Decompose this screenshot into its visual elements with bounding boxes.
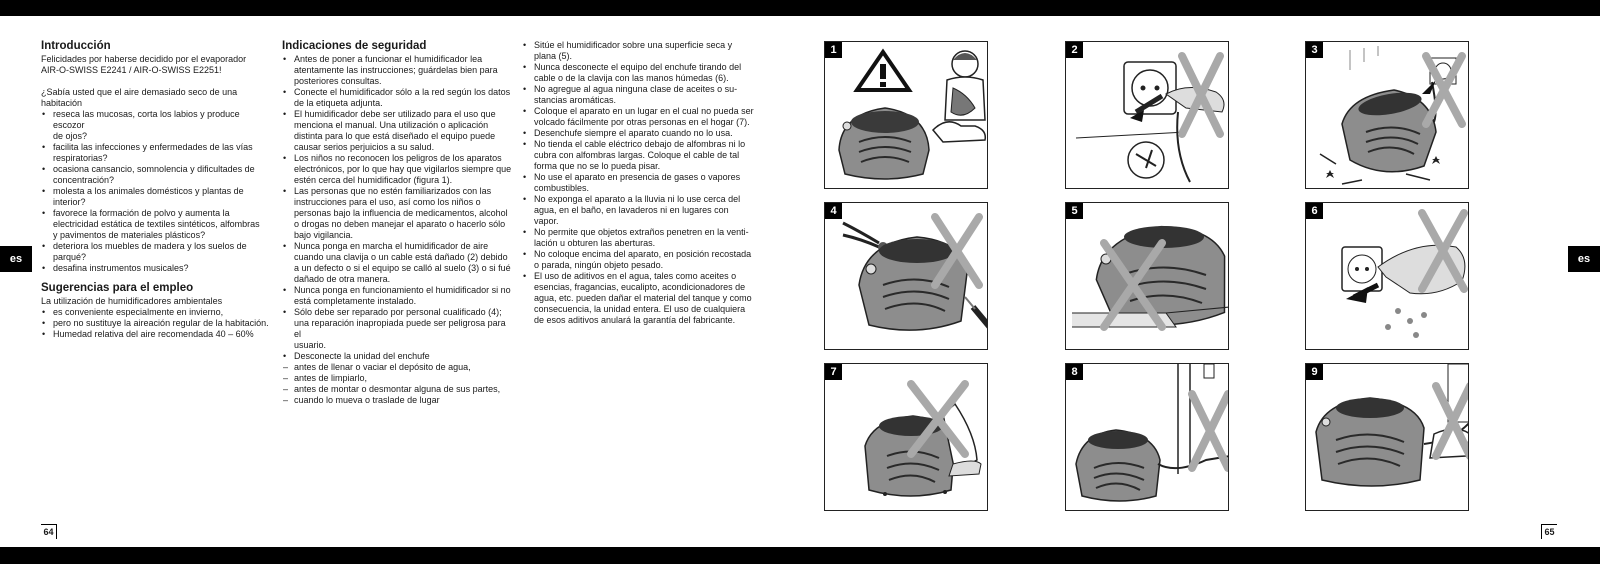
bottom-bar (0, 547, 1600, 564)
cable-door-icon (1066, 364, 1229, 511)
usage-bullet: • Humedad relativa del aire recomendada 40 – 60% (41, 329, 269, 340)
safety-bullet: • Nunca ponga en funcionamiento el humidificador si no está completamente instalado. (282, 285, 514, 307)
figure-number: 3 (1306, 42, 1323, 58)
figure-panel-4 (824, 202, 988, 350)
dropped-unit-icon (1306, 42, 1469, 189)
intro-bullet: • favorece la formación de polvo y aumenta la electricidad estática de textiles sintéticos, alfombras y pavimentos de materiales plásticos? (41, 208, 269, 241)
intro-lead: Felicidades por haberse decidido por el evaporador AIR-O-SWISS E2241 / AIR-O-SWISS E2251! (41, 54, 247, 75)
figure-number: 8 (1066, 364, 1083, 380)
safety-bullet: • Desenchufe siempre el aparato cuando no lo usa. (522, 128, 754, 139)
safety-bullet: • Sitúe el humidificador sobre una superficie seca y plana (5). (522, 40, 754, 62)
usage-title: Sugerencias para el empleo (41, 282, 194, 294)
foot-tipping-icon (825, 364, 988, 511)
safety-title: Indicaciones de seguridad (282, 40, 427, 52)
safety-dash-item: – antes de limpiarlo, (282, 373, 514, 384)
figure-panel-2 (1065, 41, 1229, 189)
safety-dash-item: – cuando lo mueva o traslade de lugar (282, 395, 514, 406)
usage-bullet: • pero no sustituye la aireación regular de la habitación. (41, 318, 269, 329)
column-intro (41, 40, 269, 340)
figure-number: 5 (1066, 203, 1083, 219)
intro-bullet: • deteriora los muebles de madera y los suelos de parqué? (41, 241, 269, 263)
usage-bullet-list (41, 307, 269, 340)
figure-number: 2 (1066, 42, 1083, 58)
figure-panel-8 (1065, 363, 1229, 511)
figure-panel-3 (1305, 41, 1469, 189)
figure-number: 9 (1306, 364, 1323, 380)
safety-bullet: • Antes de poner a funcionar el humidificador lea atentamente las instrucciones; guárdelas bien para posteriores consultas. (282, 54, 514, 87)
safety-dash-item: – antes de montar o desmontar alguna de sus partes, (282, 384, 514, 395)
safety-dash-item: – antes de llenar o vaciar el depósito de agua, (282, 362, 514, 373)
figure-panel-9 (1305, 363, 1469, 511)
language-tab-left: es (0, 246, 32, 272)
intro-title: Introducción (41, 40, 111, 52)
intro-bullet: • ocasiona cansancio, somnolencia y dificultades de concentración? (41, 164, 269, 186)
safety-bullet: • Los niños no reconocen los peligros de los aparatos electrónicos, por lo que hay que vigilarlos siempre que estén cerca del humidificador (figura 1). (282, 153, 514, 186)
figure-panel-1 (824, 41, 988, 189)
safety-bullet: • No coloque encima del aparato, en posición recostada o parada, ningún objeto pesado. (522, 249, 754, 271)
top-bar (0, 0, 1600, 16)
intro-question: ¿Sabía usted que el aire demasiado seco de una habitación (41, 87, 238, 108)
safety-bullet: • Desconecte la unidad del enchufe (282, 351, 514, 362)
safety-bullet-list (282, 54, 514, 406)
wet-hands-plug-icon (1306, 203, 1469, 350)
safety-bullet: • Las personas que no estén familiarizados con las instrucciones para el uso, así como los niños o personas bajo la influencia de medicamentos, alcohol o drogas no deben manejar el aparato o hacerlo sólo bajo vigilancia. (282, 186, 514, 241)
usage-bullet: • es conveniente especialmente en invierno, (41, 307, 269, 318)
language-tab-right: es (1568, 246, 1600, 272)
safety-bullet: • No tienda el cable eléctrico debajo de alfombras ni lo cubra con alfombras largas. Coloque el cable de tal forma que no se lo pueda pisar. (522, 139, 754, 172)
figure-number: 7 (825, 364, 842, 380)
safety-bullet: • El uso de aditivos en el agua, tales como aceites o esencias, fragancias, eucalipto, acondicionadores de agua, etc. pueden dañar el material del tanque y como consecuencia, la unidad entera. El uso de cualquiera de esos aditivos anulará la garantía del fabricante. (522, 271, 754, 326)
damaged-plug-icon (1066, 42, 1229, 189)
page-number-left: 64 (41, 524, 57, 539)
safety-bullet: • Nunca desconecte el equipo del enchufe tirando del cable o de la clavija con las manos húmedas (6). (522, 62, 754, 84)
intro-bullet: • reseca las mucosas, corta los labios y produce escozor de ojos? (41, 109, 269, 142)
figure-number: 4 (825, 203, 842, 219)
column-safety (282, 40, 514, 406)
safety-bullet: • Conecte el humidificador sólo a la red según los datos de la etiqueta adjunta. (282, 87, 514, 109)
column-safety-continued (522, 40, 754, 326)
safety-bullet-list-continued (522, 40, 754, 326)
safety-bullet: • Sólo debe ser reparado por personal cualificado (4); una reparación inapropiada puede ser peligrosa para el usuario. (282, 307, 514, 351)
figure-panel-6 (1305, 202, 1469, 350)
safety-bullet: • El humidificador debe ser utilizado para el uso que menciona el manual. Una utilización o aplicación distinta para lo que está diseñado el equipo puede causar serios perjuicios a su salud. (282, 109, 514, 153)
page-number-right: 65 (1541, 524, 1557, 539)
figure-number: 6 (1306, 203, 1323, 219)
warning-triangle-child-icon (825, 42, 988, 189)
figure-number: 1 (825, 42, 842, 58)
safety-bullet: • No permite que objetos extraños penetren en la venti- lación u obturen las aberturas. (522, 227, 754, 249)
figure-panel-7 (824, 363, 988, 511)
intro-bullet: • facilita las infecciones y enfermedades de las vías respiratorias? (41, 142, 269, 164)
intro-bullet: • molesta a los animales domésticos y plantas de interior? (41, 186, 269, 208)
usage-lead: La utilización de humidificadores ambientales (41, 296, 223, 306)
safety-bullet: • No agregue al agua ninguna clase de aceites o su- stancias aromáticas. (522, 84, 754, 106)
repair-tools-icon (825, 203, 988, 350)
uneven-surface-icon (1066, 203, 1229, 350)
figure-panel-5 (1065, 202, 1229, 350)
intro-bullet: • desafina instrumentos musicales? (41, 263, 269, 274)
intro-bullet-list (41, 109, 269, 274)
safety-bullet: • Nunca ponga en marcha el humidificador de aire cuando una clavija o un cable está dañado (2) debido a un defecto o si el equipo se calló al suelo (3) o si fué dañado de otra manera. (282, 241, 514, 285)
safety-bullet: • No exponga el aparato a la lluvia ni lo use cerca del agua, en el baño, en lavaderos ni en lugares con vapor. (522, 194, 754, 227)
cable-step-icon (1306, 364, 1469, 511)
safety-bullet: • Coloque el aparato en un lugar en el cual no pueda ser volcado fácilmente por otras personas en el hogar (7). (522, 106, 754, 128)
safety-bullet: • No use el aparato en presencia de gases o vapores combustibles. (522, 172, 754, 194)
